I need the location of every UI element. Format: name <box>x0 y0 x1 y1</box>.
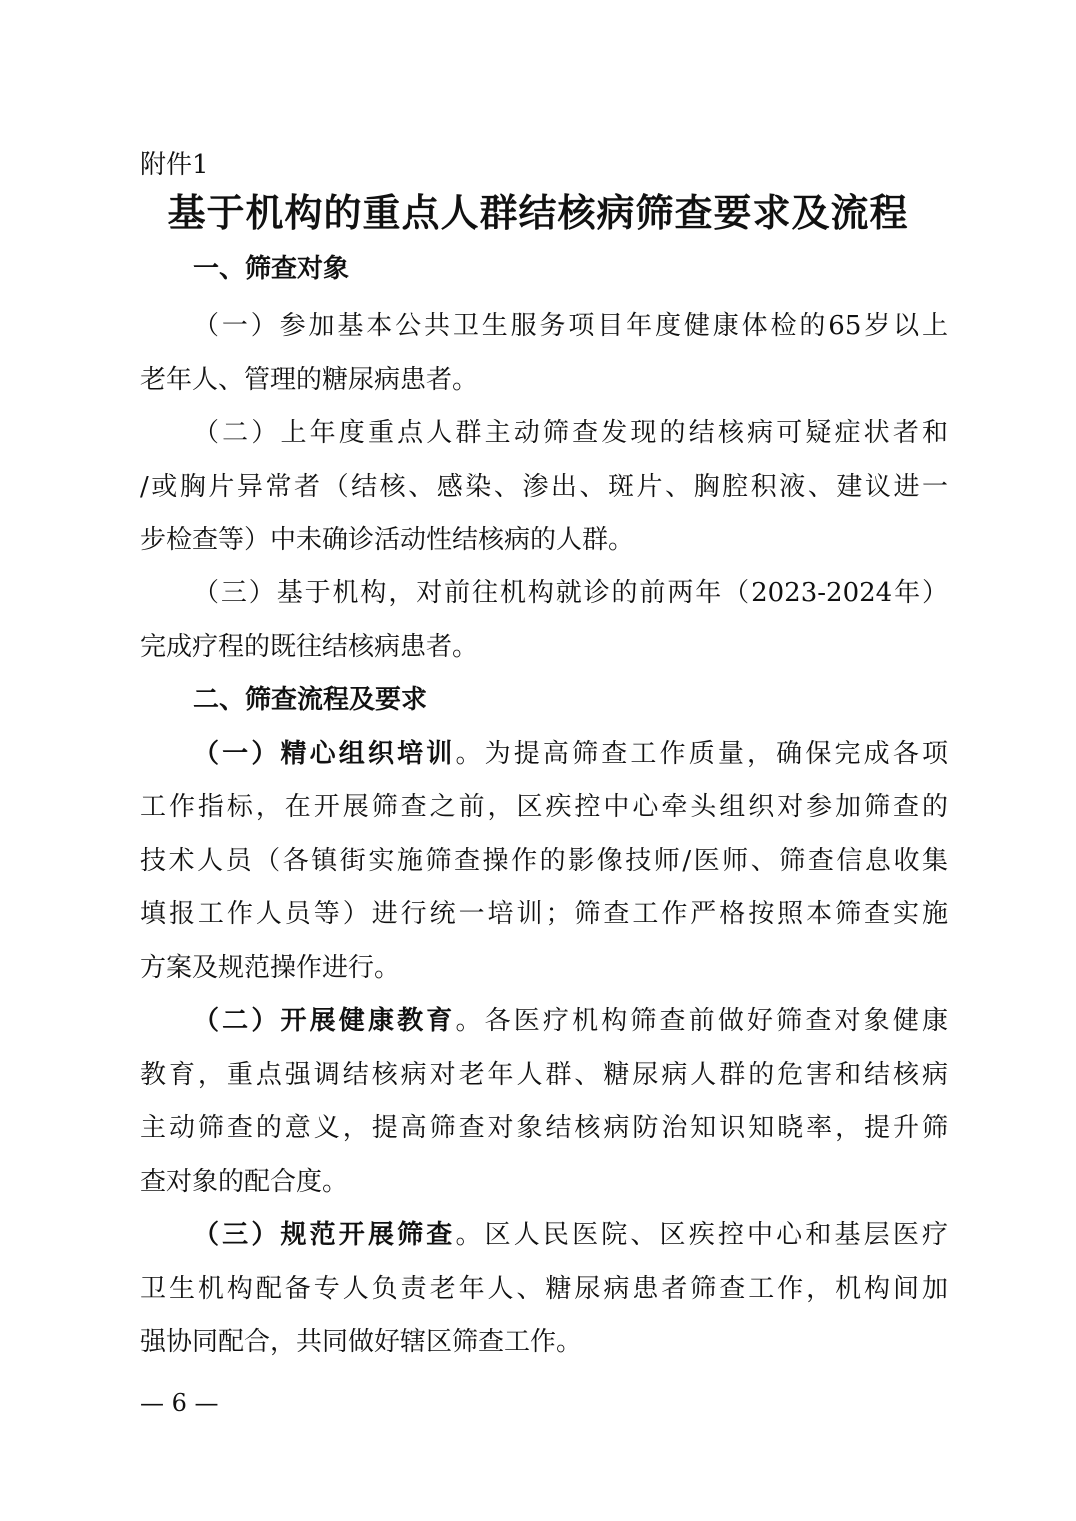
paragraph-line: 强协同配合，共同做好辖区筛查工作。 <box>140 1327 583 1357</box>
document-title: 基于机构的重点人群结核病筛查要求及流程 <box>167 190 909 235</box>
paragraph-line: （三）基于机构，对前往机构就诊的前两年（2023-2024年） <box>193 578 948 608</box>
paragraph-line-rest: 。各医疗机构筛查前做好筛查对象健康 <box>455 1006 948 1036</box>
paragraph-lead-bold: （二）开展健康教育 <box>193 1006 456 1036</box>
paragraph-line: （二）上年度重点人群主动筛查发现的结核病可疑症状者和 <box>193 418 948 448</box>
paragraph-line: 填报工作人员等）进行统一培训；筛查工作严格按照本筛查实施 <box>140 899 948 929</box>
paragraph-line: 步检查等）中未确诊活动性结核病的人群。 <box>140 525 635 555</box>
paragraph-line <box>193 1218 948 1252</box>
page-number: — 6 — <box>140 1389 219 1417</box>
annex-label: 附件1 <box>140 150 209 180</box>
paragraph-line: 方案及规范操作进行。 <box>140 953 401 983</box>
paragraph-line: 完成疗程的既往结核病患者。 <box>140 632 479 662</box>
paragraph-line-rest: 。区人民医院、区疾控中心和基层医疗 <box>455 1220 948 1250</box>
paragraph-line: （一）参加基本公共卫生服务项目年度健康体检的65岁以上 <box>193 311 948 341</box>
paragraph-line: 工作指标，在开展筛查之前，区疾控中心牵头组织对参加筛查的 <box>140 792 948 822</box>
paragraph-line: 卫生机构配备专人负责老年人、糖尿病患者筛查工作，机构间加 <box>140 1274 948 1304</box>
paragraph-line: 老年人、管理的糖尿病患者。 <box>140 365 479 395</box>
section-heading-process-and-requirements: 二、筛查流程及要求 <box>193 685 428 715</box>
section-heading-screening-targets: 一、筛查对象 <box>193 254 350 284</box>
paragraph-line: 教育，重点强调结核病对老年人群、糖尿病人群的危害和结核病 <box>140 1060 948 1090</box>
paragraph-lead-bold: （一）精心组织培训 <box>193 739 456 769</box>
paragraph-line: /或胸片异常者（结核、感染、渗出、斑片、胸腔积液、建议进一 <box>140 472 948 502</box>
paragraph-line: 查对象的配合度。 <box>140 1167 349 1197</box>
paragraph-line <box>193 1004 948 1038</box>
paragraph-line-rest: 。为提高筛查工作质量，确保完成各项 <box>455 739 948 769</box>
paragraph-lead-bold: （三）规范开展筛查 <box>193 1220 456 1250</box>
paragraph-line <box>193 737 948 771</box>
paragraph-line: 主动筛查的意义，提高筛查对象结核病防治知识知晓率，提升筛 <box>140 1113 948 1143</box>
paragraph-line: 技术人员（各镇街实施筛查操作的影像技师/医师、筛查信息收集 <box>140 846 948 876</box>
